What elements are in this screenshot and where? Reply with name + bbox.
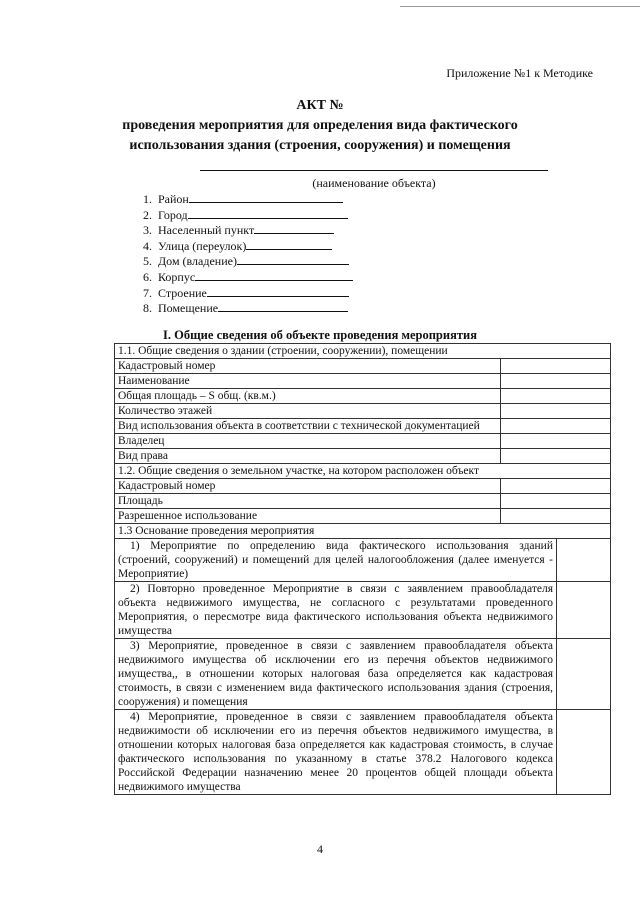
table-row xyxy=(115,509,611,524)
row-label: Кадастровый номер xyxy=(115,359,501,374)
field-naselennyj-punkt: 3. Населенный пункт xyxy=(112,222,353,238)
table-row xyxy=(115,374,611,389)
row-label: Вид права xyxy=(115,449,501,464)
section-header-1-2: 1.2. Общие сведения о земельном участке, на котором расположен объект xyxy=(115,464,611,479)
page-number: 4 xyxy=(317,842,323,856)
basis-option-1: 1) Мероприятие по определению вида фактического использования зданий (строений, сооружений) и помещений для целей налогообложения (далее именуется - Мероприятие) xyxy=(115,539,557,582)
table-row xyxy=(115,494,611,509)
field-label: Помещение xyxy=(158,301,219,316)
field-blank[interactable] xyxy=(195,269,353,281)
table-row xyxy=(115,524,611,539)
row-value[interactable] xyxy=(501,509,611,524)
row-label: Площадь xyxy=(115,494,501,509)
title-line-3: использования здания (строения, сооружения) и помещения xyxy=(129,138,511,153)
table-row xyxy=(115,359,611,374)
field-label: Район xyxy=(158,192,189,206)
field-rayon: 1. Район xyxy=(112,191,353,207)
basis-option-2: 2) Повторно проведенное Мероприятие в связи с заявлением правообладателя объекта недвижимого имущества, не согласного с результатами проведенного Мероприятия, о пересмотре вида фактического использования объекта недвижимого имущества xyxy=(115,582,557,639)
row-value[interactable] xyxy=(501,359,611,374)
field-ulica: 4. Улица (переулок) xyxy=(112,238,353,254)
field-stroenie: 7. Строение xyxy=(112,285,353,301)
title-line-2: проведения мероприятия для определения вида фактического xyxy=(122,118,518,133)
basis-option-4: 4) Мероприятие, проведенное в связи с заявлением правообладателя объекта недвижимости об исключении его из перечня объектов недвижимого имущества, в отношении которых налоговая база определяется как кадастровая стоимость, в случае фактического использования по указанному в статье 378.2 Налогового кодекса Российской Федерации назначению менее 20 процентов общей площади объекта недвижимого имущества xyxy=(115,710,557,795)
basis-mark-cell[interactable] xyxy=(557,582,611,639)
address-fields-list xyxy=(112,191,353,316)
table-row xyxy=(115,710,611,795)
row-value[interactable] xyxy=(501,374,611,389)
table-row xyxy=(115,582,611,639)
field-blank[interactable] xyxy=(188,207,348,219)
row-value[interactable] xyxy=(501,494,611,509)
field-blank[interactable] xyxy=(254,222,334,234)
field-label: Строение xyxy=(158,285,207,300)
title-line-1: АКТ № xyxy=(296,98,344,113)
field-blank[interactable] xyxy=(237,253,349,265)
row-value[interactable] xyxy=(501,404,611,419)
section-header-1-3: 1.3 Основание проведения мероприятия xyxy=(115,524,611,539)
table-row xyxy=(115,434,611,449)
row-label: Кадастровый номер xyxy=(115,479,501,494)
row-value[interactable] xyxy=(501,389,611,404)
field-korpus: 6. Корпус xyxy=(112,269,353,285)
field-blank[interactable] xyxy=(218,300,348,312)
field-pomeshchenie: 8. Помещение xyxy=(112,300,353,316)
row-label: Разрешенное использование xyxy=(115,509,501,524)
field-label: Город xyxy=(158,207,188,222)
row-label: Общая площадь – S общ. (кв.м.) xyxy=(115,389,501,404)
appendix-note: Приложение №1 к Методике xyxy=(446,66,593,80)
table-row xyxy=(115,404,611,419)
field-blank[interactable] xyxy=(189,191,343,203)
table-row xyxy=(115,389,611,404)
table-row xyxy=(115,479,611,494)
table-row xyxy=(115,344,611,359)
table-row xyxy=(115,464,611,479)
field-gorod: 2. Город xyxy=(112,207,353,223)
field-label: Улица (переулок) xyxy=(158,238,247,253)
field-label: Дом (владение) xyxy=(158,254,237,269)
object-name-caption: (наименование объекта) xyxy=(312,176,436,190)
field-blank[interactable] xyxy=(246,238,332,250)
row-label: Владелец xyxy=(115,434,501,449)
row-label: Наименование xyxy=(115,374,501,389)
object-info-table xyxy=(114,343,611,795)
field-label: Корпус xyxy=(158,269,196,284)
table-row xyxy=(115,639,611,710)
field-blank[interactable] xyxy=(207,285,349,297)
row-label: Вид использования объекта в соответствии с технической документацией xyxy=(115,419,501,434)
basis-option-3: 3) Мероприятие, проведенное в связи с заявлением правообладателя объекта недвижимого имущества об исключении его из перечня объектов недвижимого имущества,, в отношении которых налоговая база определяется как кадастровая стоимость, в связи с изменением вида фактического использования здания (строения, сооружения) и помещения xyxy=(115,639,557,710)
row-value[interactable] xyxy=(501,434,611,449)
row-value[interactable] xyxy=(501,449,611,464)
row-value[interactable] xyxy=(501,419,611,434)
field-label: Населенный пункт xyxy=(158,223,255,238)
table-row xyxy=(115,449,611,464)
basis-mark-cell[interactable] xyxy=(557,710,611,795)
section-title: I. Общие сведения об объекте проведения мероприятия xyxy=(163,328,477,342)
row-label: Количество этажей xyxy=(115,404,501,419)
field-dom: 5. Дом (владение) xyxy=(112,253,353,269)
section-header-1-1: 1.1. Общие сведения о здании (строении, сооружении), помещении xyxy=(115,344,611,359)
basis-mark-cell[interactable] xyxy=(557,639,611,710)
scan-edge-line xyxy=(400,6,640,7)
row-value[interactable] xyxy=(501,479,611,494)
document-title xyxy=(0,96,640,156)
table-row xyxy=(115,539,611,582)
table-row xyxy=(115,419,611,434)
basis-mark-cell[interactable] xyxy=(557,539,611,582)
object-name-blank[interactable] xyxy=(200,170,548,171)
